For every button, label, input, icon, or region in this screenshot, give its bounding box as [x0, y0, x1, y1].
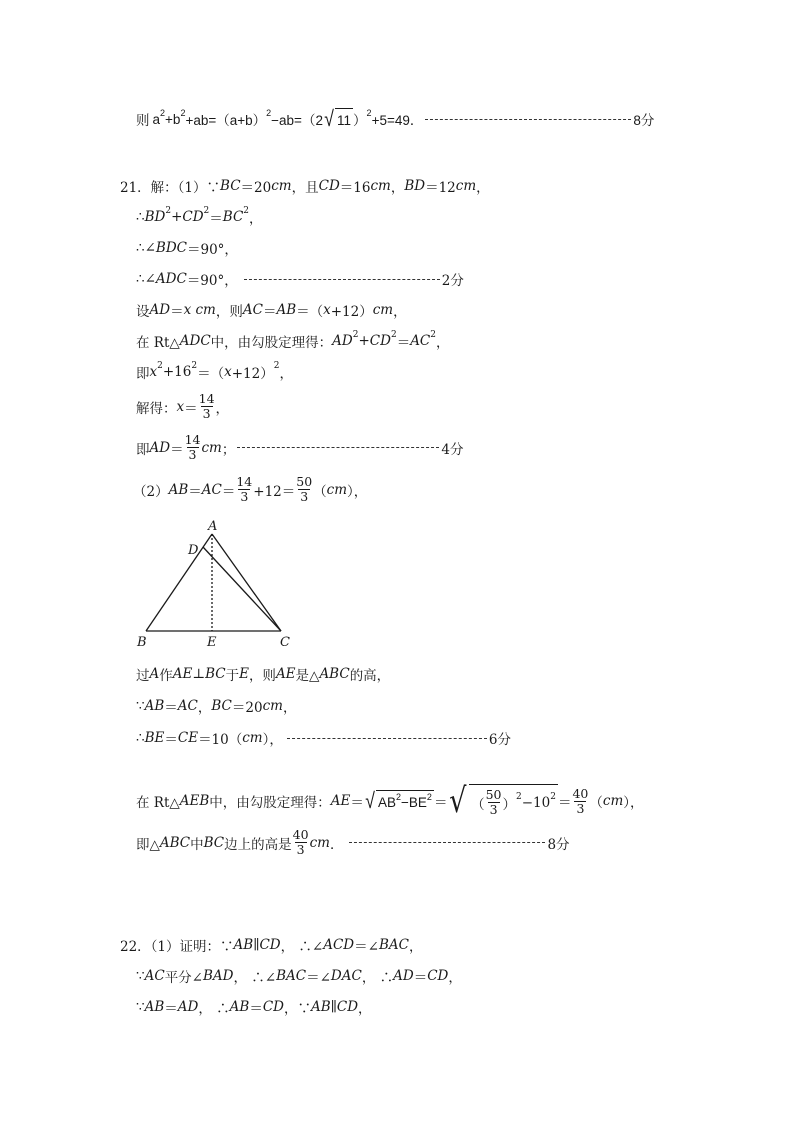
label-c: C — [280, 635, 290, 650]
step-line-12: 过 A 作 AE ⊥ BC 于 E ，则 AE 是△ ABC 的高， — [136, 666, 391, 684]
score-mark: 6分 — [488, 732, 511, 748]
step-line-8: 即 x 2 +16 2 ＝（ x +12） 2 ， — [136, 361, 293, 382]
step-line-14: ∴ BE ＝ CE ＝10（ cm ）， 6分 — [136, 730, 511, 748]
score-leader — [244, 279, 440, 280]
segment-dc — [203, 547, 281, 631]
side-ac — [212, 534, 281, 631]
step-line-3: ∴ BD 2 + CD 2 ＝ BC 2 ， — [136, 206, 263, 227]
fraction: $\frac{40}{3}$ — [292, 827, 309, 857]
label-b: B — [137, 635, 147, 650]
fraction: $\frac{14}{3}$ — [198, 391, 215, 421]
solution-21-heading: 21．解：（1）∵ BC ＝20 cm ，且 CD ＝16 cm ， BD ＝12 cm ， — [120, 178, 490, 196]
fraction: $\frac{14}{3}$ — [236, 474, 253, 504]
step-line-4: ∴∠ BDC ＝90°， — [136, 240, 238, 258]
step-line-16: 即△ ABC 中 BC 边上的高是 $\frac{40}{3}$ cm ． 8分 — [136, 827, 570, 857]
formula-line-1: 则 a 2 +b 2 +ab=（a+b） 2 −ab=（2 √ 11 ） 2 +5=49． 8分 — [136, 106, 655, 131]
solution-22-heading: 22．（1）证明：∵ AB ∥ CD ， ∴∠ ACD ＝∠ BAC ， — [120, 937, 423, 955]
step-line-5: ∴∠ ADC ＝90°， 2分 — [136, 271, 464, 289]
score-leader — [349, 842, 545, 843]
score-leader — [287, 738, 487, 739]
score-leader — [237, 447, 439, 448]
step-line-6: 设 AD ＝ x cm ，则 AC ＝ AB ＝（ x +12） cm ， — [136, 302, 407, 320]
step-line-9: 解得： x ＝ $\frac{14}{3}$ ， — [136, 391, 230, 421]
step-line-11: （2） AB ＝ AC ＝ $\frac{14}{3}$ +12＝ $\frac{50}{3}$ （ cm ）， — [133, 474, 368, 504]
step-line-18: ∵ AC 平分∠ BAD ， ∴∠ BAC ＝∠ DAC ， ∴ AD ＝ CD ， — [136, 968, 462, 986]
label-e: E — [207, 635, 217, 650]
sqrt-ab-be: √ AB 2 −BE 2 — [365, 788, 432, 813]
fraction: $\frac{50}{3}$ — [485, 787, 502, 817]
step-line-15: 在 Rt△ AEB 中，由勾股定理得： AE ＝ √ AB 2 −BE 2 ＝ √ （ $\frac{50}{3}$ ） 2 −10 2 ＝ $\frac{40}{3}$ （ cm ）， — [136, 781, 644, 821]
step-line-13: ∵ AB ＝ AC ， BC ＝20 cm ， — [136, 698, 297, 716]
label-a: A — [208, 519, 218, 534]
step-line-10: 即 AD ＝ $\frac{14}{3}$ cm ； 4分 — [136, 432, 464, 462]
label-d: D — [188, 543, 199, 558]
triangle-figure — [134, 515, 304, 650]
step-line-7: 在 Rt△ ADC 中，由勾股定理得： AD 2 + CD 2 ＝ AC 2 ， — [136, 330, 450, 351]
step-line-19: ∵ AB ＝ AD ， ∴ AB ＝ CD ，∵ AB ∥ CD ， — [136, 999, 372, 1017]
fraction: $\frac{50}{3}$ — [296, 474, 313, 504]
fraction: $\frac{40}{3}$ — [572, 785, 589, 816]
score-mark: 4分 — [441, 441, 464, 458]
sqrt-fraction-expression: √ （ $\frac{50}{3}$ ） 2 −10 2 — [449, 781, 556, 821]
side-ab — [146, 534, 212, 631]
sqrt-11: √ 11 — [324, 106, 352, 131]
fraction: $\frac{14}{3}$ — [184, 432, 201, 462]
score-leader — [425, 119, 631, 120]
score-mark: 8分 — [547, 836, 570, 853]
score-mark: 8分 — [633, 113, 655, 128]
score-mark: 2分 — [441, 273, 464, 289]
